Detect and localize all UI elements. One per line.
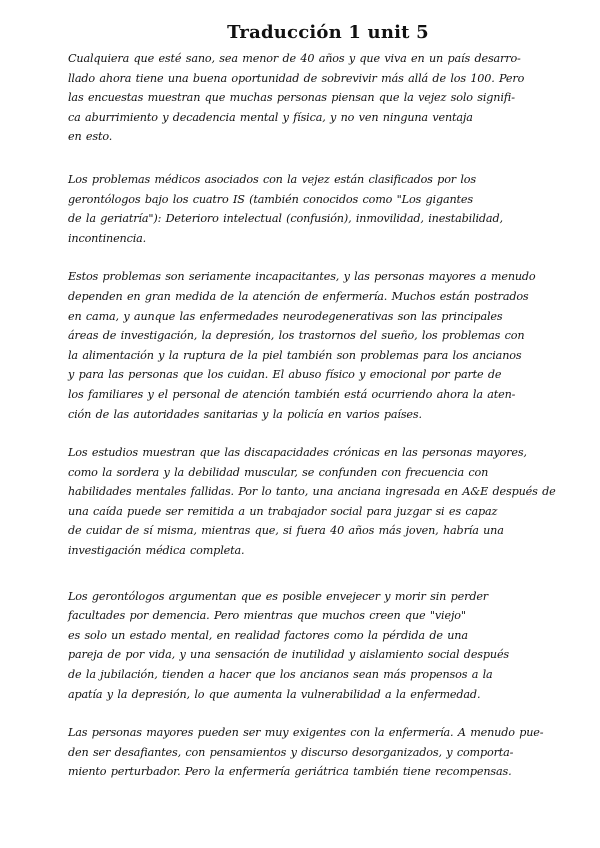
text-line: Estos problemas son seriamente incapacitantes, y las personas mayores a menudo	[68, 270, 536, 284]
text-line: facultades por demencia. Pero mientras que muchos creen que "viejo"	[68, 609, 466, 623]
text-line: gerontólogos bajo los cuatro IS (también conocidos como "Los gigantes	[68, 192, 473, 206]
text-line: de la geriatría"): Deterioro intelectual (confusión), inmovilidad, inestabilidad,	[68, 212, 503, 226]
text-line: miento perturbador. Pero la enfermería geriátrica también tiene recompensas.	[68, 765, 512, 779]
text-line: Las personas mayores pueden ser muy exigentes con la enfermería. A menudo pue-	[68, 726, 544, 740]
text-line: Los problemas médicos asociados con la vejez están clasificados por los	[68, 172, 476, 186]
text-line: y para las personas que los cuidan. El abuso físico y emocional por parte de	[68, 368, 502, 382]
text-line: la alimentación y la ruptura de la piel también son problemas para los ancianos	[68, 348, 522, 362]
paragraph-6	[68, 723, 566, 782]
text-line: una caída puede ser remitida a un trabajador social para juzgar si es capaz	[68, 504, 498, 518]
text-line: dependen en gran medida de la atención de enfermería. Muchos están postrados	[68, 289, 529, 303]
text-line: en cama, y aunque las enfermedades neurodegenerativas son las principales	[68, 309, 503, 323]
text-line: investigación médica completa.	[68, 544, 245, 558]
text-line: áreas de investigación, la depresión, los trastornos del sueño, los problemas con	[68, 329, 525, 343]
paragraph-3	[68, 267, 566, 424]
text-line: de cuidar de sí misma, mientras que, si fuera 40 años más joven, habría una	[68, 524, 504, 538]
text-line: llado ahora tiene una buena oportunidad de sobrevivir más allá de los 100. Pero	[68, 71, 525, 85]
text-line: de la jubilación, tienden a hacer que los ancianos sean más propensos a la	[68, 668, 493, 682]
text-line: Cualquiera que esté sano, sea menor de 40 años y que viva en un país desarro-	[68, 52, 521, 65]
paragraph-5	[68, 587, 566, 705]
text-line: incontinencia.	[68, 231, 147, 245]
text-line: los familiares y el personal de atención también está ocurriendo ahora la aten-	[68, 387, 516, 401]
page-title: Traducción 1 unit 5	[227, 22, 429, 43]
text-line: apatía y la depresión, lo que aumenta la vulnerabilidad a la enfermedad.	[68, 687, 481, 701]
text-line: Los estudios muestran que las discapacidades crónicas en las personas mayores,	[68, 446, 527, 460]
text-line: en esto.	[68, 130, 113, 144]
paragraph-2	[68, 170, 566, 248]
text-line: Los gerontólogos argumentan que es posible envejecer y morir sin perder	[68, 589, 489, 603]
paragraph-1	[68, 49, 566, 147]
text-line: ca aburrimiento y decadencia mental y física, y no ven ninguna ventaja	[68, 110, 473, 124]
text-line: las encuestas muestran que muchas personas piensan que la vejez solo signifi-	[68, 91, 515, 105]
text-line: es solo un estado mental, en realidad factores como la pérdida de una	[68, 628, 468, 642]
text-line: habilidades mentales fallidas. Por lo tanto, una anciana ingresada en A&E después de	[68, 485, 556, 499]
text-line: como la sordera y la debilidad muscular, se confunden con frecuencia con	[68, 465, 489, 479]
paragraph-4	[68, 443, 566, 561]
text-line: pareja de por vida, y una sensación de inutilidad y aislamiento social después	[68, 648, 510, 662]
text-line: ción de las autoridades sanitarias y la policía en varios países.	[68, 407, 422, 421]
text-line: den ser desafiantes, con pensamientos y discurso desorganizados, y comporta-	[68, 745, 514, 759]
